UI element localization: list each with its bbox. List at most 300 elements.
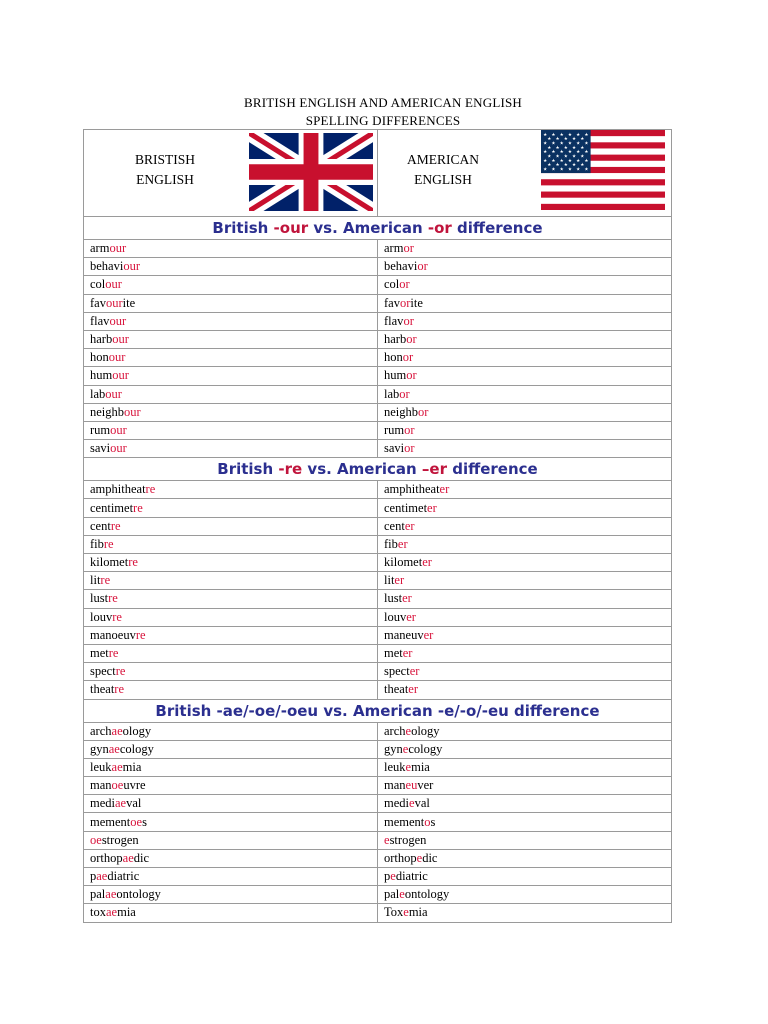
american-label-line-2: ENGLISH <box>414 172 472 187</box>
american-spelling-cell <box>378 403 672 421</box>
section-title-part: -or <box>427 219 452 237</box>
word-changed: er <box>422 555 432 570</box>
word-prefix: lab <box>384 386 400 401</box>
word-prefix: lust <box>90 591 109 606</box>
british-spelling-cell <box>84 330 378 348</box>
word-changed: re <box>133 500 143 515</box>
word-changed: our <box>105 386 122 401</box>
british-spelling-cell <box>84 590 378 608</box>
british-spelling-cell <box>84 294 378 312</box>
american-spelling-cell <box>378 795 672 813</box>
word-changed: re <box>145 482 156 497</box>
word-changed: re <box>110 518 121 533</box>
word-suffix: val <box>126 796 142 811</box>
word-suffix: cology <box>408 741 443 756</box>
word-prefix: spect <box>384 664 410 679</box>
svg-text:★: ★ <box>555 145 560 151</box>
word-changed: er <box>394 573 405 588</box>
word-prefix: orthop <box>90 850 123 865</box>
british-spelling-cell <box>84 644 378 662</box>
british-spelling-cell <box>84 740 378 758</box>
word-changed: er <box>404 518 415 533</box>
word-prefix: arch <box>90 723 112 738</box>
word-changed: e <box>405 723 412 738</box>
word-changed: e <box>399 887 405 902</box>
word-prefix: lab <box>90 386 106 401</box>
british-spelling-cell <box>84 276 378 294</box>
american-header-cell <box>378 130 672 217</box>
word-changed: er <box>423 627 434 642</box>
british-spelling-cell <box>84 421 378 439</box>
word-changed: er <box>406 609 416 624</box>
word-changed: our <box>123 259 140 274</box>
american-spelling-cell <box>378 626 672 644</box>
svg-text:★: ★ <box>584 167 589 173</box>
american-spelling-cell <box>378 644 672 662</box>
table-row <box>84 517 672 535</box>
table-row <box>84 535 672 553</box>
british-spelling-cell <box>84 813 378 831</box>
svg-text:★: ★ <box>559 167 564 173</box>
table-row <box>84 349 672 367</box>
word-changed: our <box>112 332 129 347</box>
word-changed: er <box>402 646 413 661</box>
word-prefix: maneuv <box>384 627 424 642</box>
svg-text:★: ★ <box>563 163 568 169</box>
british-spelling-cell <box>84 608 378 626</box>
svg-text:★: ★ <box>551 150 556 156</box>
section-header <box>84 699 672 722</box>
american-spelling-cell <box>378 294 672 312</box>
table-row <box>84 644 672 662</box>
table-row <box>84 626 672 644</box>
word-suffix: diatric <box>107 869 140 884</box>
word-prefix: man <box>90 778 112 793</box>
word-changed: ae <box>108 741 120 756</box>
word-prefix: rum <box>384 422 405 437</box>
word-prefix: harb <box>384 332 407 347</box>
american-spelling-cell <box>378 886 672 904</box>
american-spelling-cell <box>378 722 672 740</box>
table-row <box>84 849 672 867</box>
british-spelling-cell <box>84 777 378 795</box>
svg-text:★: ★ <box>572 137 577 143</box>
word-changed: ae <box>111 723 123 738</box>
word-changed: o <box>424 814 431 829</box>
american-spelling-cell <box>378 554 672 572</box>
word-suffix: uvre <box>123 778 146 793</box>
word-prefix: centimet <box>90 500 134 515</box>
word-changed: our <box>108 350 126 365</box>
word-prefix: arm <box>384 241 404 256</box>
british-spelling-cell <box>84 240 378 258</box>
svg-text:★: ★ <box>551 158 556 164</box>
word-changed: e <box>416 850 423 865</box>
american-spelling-cell <box>378 385 672 403</box>
table-row <box>84 499 672 517</box>
american-spelling-cell <box>378 849 672 867</box>
british-header-cell <box>84 130 378 217</box>
american-spelling-cell <box>378 349 672 367</box>
word-changed: re <box>115 664 126 679</box>
svg-text:★: ★ <box>547 154 552 160</box>
svg-text:★: ★ <box>580 154 585 160</box>
word-prefix: hum <box>384 368 407 383</box>
section-title-part: vs. American <box>302 460 422 479</box>
word-changed: or <box>418 404 429 419</box>
svg-text:★: ★ <box>567 167 572 173</box>
word-prefix: amphitheat <box>384 482 440 497</box>
word-prefix: Tox <box>384 905 404 920</box>
word-suffix: ite <box>410 295 423 310</box>
svg-text:★: ★ <box>576 141 581 147</box>
svg-text:★: ★ <box>543 132 548 138</box>
british-spelling-cell <box>84 517 378 535</box>
american-spelling-cell <box>378 517 672 535</box>
table-row <box>84 294 672 312</box>
american-spelling-cell <box>378 663 672 681</box>
word-changed: re <box>108 591 118 606</box>
word-prefix: centimet <box>384 500 428 515</box>
word-prefix: pal <box>90 887 106 902</box>
word-prefix: amphitheat <box>90 482 146 497</box>
word-prefix: fav <box>384 295 400 310</box>
word-prefix: fib <box>90 536 104 551</box>
word-suffix: diatric <box>395 869 428 884</box>
svg-text:★: ★ <box>559 141 564 147</box>
svg-text:★: ★ <box>576 158 581 164</box>
american-spelling-cell <box>378 330 672 348</box>
word-suffix: dic <box>133 850 150 865</box>
word-suffix: mia <box>117 905 136 920</box>
svg-text:★: ★ <box>576 132 581 138</box>
word-prefix: leuk <box>384 759 406 774</box>
word-prefix: neighb <box>90 404 125 419</box>
table-row <box>84 722 672 740</box>
word-changed: or <box>399 277 410 292</box>
word-changed: or <box>404 441 415 456</box>
svg-text:★: ★ <box>567 141 572 147</box>
word-prefix: spect <box>90 664 116 679</box>
svg-text:★: ★ <box>580 137 585 143</box>
svg-text:★: ★ <box>563 137 568 143</box>
table-row <box>84 904 672 922</box>
table-row <box>84 403 672 421</box>
word-changed: or <box>406 332 417 347</box>
table-row <box>84 385 672 403</box>
word-prefix: arm <box>90 241 110 256</box>
union-jack-flag-icon <box>249 133 373 211</box>
british-spelling-cell <box>84 795 378 813</box>
word-suffix: cology <box>119 741 154 756</box>
american-spelling-cell <box>378 499 672 517</box>
british-label-line-2: ENGLISH <box>136 172 194 187</box>
word-prefix: louv <box>90 609 113 624</box>
word-prefix: harb <box>90 332 113 347</box>
section-title <box>84 458 672 481</box>
svg-text:★: ★ <box>563 154 568 160</box>
american-spelling-cell <box>378 777 672 795</box>
page-title-line-2: SPELLING DIFFERENCES <box>305 113 461 128</box>
british-spelling-cell <box>84 385 378 403</box>
section-title <box>84 217 672 240</box>
word-changed: or <box>417 259 428 274</box>
word-suffix: val <box>414 796 430 811</box>
word-suffix: ology <box>411 723 440 738</box>
section-title-part: difference <box>451 219 543 237</box>
word-prefix: lit <box>384 573 395 588</box>
word-prefix: cent <box>90 518 111 533</box>
word-prefix: fib <box>384 536 398 551</box>
svg-text:★: ★ <box>563 145 568 151</box>
american-spelling-cell <box>378 740 672 758</box>
word-changed: or <box>404 422 415 437</box>
american-spelling-cell <box>378 831 672 849</box>
american-spelling-cell <box>378 572 672 590</box>
svg-text:★: ★ <box>567 158 572 164</box>
british-spelling-cell <box>84 904 378 922</box>
table-row <box>84 276 672 294</box>
section-title-part: British <box>217 460 279 479</box>
section-title-part: vs. American <box>308 219 428 237</box>
british-header-label <box>110 150 220 190</box>
british-spelling-cell <box>84 886 378 904</box>
american-spelling-cell <box>378 312 672 330</box>
word-changed: e <box>402 741 409 756</box>
british-spelling-cell <box>84 663 378 681</box>
header-row <box>84 130 672 217</box>
word-prefix: manoeuv <box>90 627 136 642</box>
word-changed: oe <box>111 778 124 793</box>
svg-text:★: ★ <box>567 132 572 138</box>
word-prefix: flav <box>90 313 110 328</box>
svg-text:★: ★ <box>547 145 552 151</box>
section-title-part: -our <box>273 219 309 237</box>
word-changed: ae <box>105 905 118 920</box>
svg-text:★: ★ <box>576 167 581 173</box>
american-spelling-cell <box>378 440 672 458</box>
table-row <box>84 868 672 886</box>
british-spelling-cell <box>84 481 378 499</box>
table-row <box>84 886 672 904</box>
british-spelling-cell <box>84 312 378 330</box>
svg-text:★: ★ <box>559 150 564 156</box>
word-prefix: louv <box>384 609 407 624</box>
british-spelling-cell <box>84 849 378 867</box>
american-spelling-cell <box>378 868 672 886</box>
word-suffix: dic <box>422 850 438 865</box>
word-changed: er <box>397 536 408 551</box>
word-prefix: flav <box>384 313 404 328</box>
word-changed: e <box>390 869 396 884</box>
word-changed: e <box>409 796 415 811</box>
word-suffix: ite <box>122 295 136 310</box>
section-title-part: British <box>212 219 274 237</box>
word-changed: or <box>402 350 414 365</box>
table-row <box>84 258 672 276</box>
word-changed: e <box>405 759 412 774</box>
us-flag-icon <box>541 130 665 210</box>
word-prefix: p <box>90 869 97 884</box>
section-header <box>84 217 672 240</box>
american-spelling-cell <box>378 421 672 439</box>
word-prefix: medi <box>384 796 409 811</box>
svg-text:★: ★ <box>572 145 577 151</box>
british-spelling-cell <box>84 535 378 553</box>
svg-text:★: ★ <box>555 154 560 160</box>
table-row <box>84 681 672 699</box>
word-changed: our <box>105 295 123 310</box>
american-spelling-cell <box>378 681 672 699</box>
table-row <box>84 663 672 681</box>
word-prefix: gyn <box>90 741 109 756</box>
british-spelling-cell <box>84 722 378 740</box>
word-prefix: p <box>384 869 391 884</box>
american-spelling-cell <box>378 590 672 608</box>
word-prefix: col <box>384 277 400 292</box>
word-changed: er <box>427 500 437 515</box>
svg-text:★: ★ <box>584 132 589 138</box>
table-row <box>84 440 672 458</box>
svg-text:★: ★ <box>555 163 560 169</box>
table-row <box>84 367 672 385</box>
word-changed: or <box>399 386 410 401</box>
word-prefix: mement <box>384 814 425 829</box>
word-changed: or <box>399 295 411 310</box>
word-changed: ae <box>115 796 127 811</box>
british-spelling-cell <box>84 554 378 572</box>
british-spelling-cell <box>84 681 378 699</box>
word-changed: our <box>109 241 127 256</box>
svg-text:★: ★ <box>572 154 577 160</box>
word-changed: our <box>112 368 129 383</box>
word-changed: our <box>109 313 127 328</box>
word-prefix: rum <box>90 422 111 437</box>
word-suffix: mia <box>408 905 428 920</box>
svg-text:★: ★ <box>559 158 564 164</box>
word-changed: or <box>403 313 414 328</box>
word-prefix: man <box>384 778 406 793</box>
word-changed: er <box>408 682 419 697</box>
word-suffix: mia <box>122 759 142 774</box>
word-changed: our <box>105 277 122 292</box>
word-suffix: ver <box>417 778 434 793</box>
word-prefix: arch <box>384 723 406 738</box>
word-prefix: hon <box>90 350 109 365</box>
word-changed: oe <box>130 814 143 829</box>
word-changed: ae <box>111 759 123 774</box>
word-suffix: s <box>430 814 436 829</box>
american-spelling-cell <box>378 240 672 258</box>
word-changed: er <box>402 591 412 606</box>
table-row <box>84 312 672 330</box>
word-changed: our <box>110 422 127 437</box>
svg-text:★: ★ <box>572 163 577 169</box>
svg-text:★: ★ <box>547 137 552 143</box>
british-spelling-cell <box>84 758 378 776</box>
svg-text:★: ★ <box>543 158 548 164</box>
word-suffix: ontology <box>404 887 450 902</box>
american-spelling-cell <box>378 608 672 626</box>
word-changed: re <box>108 646 119 661</box>
british-spelling-cell <box>84 258 378 276</box>
american-spelling-cell <box>378 481 672 499</box>
word-changed: oe <box>90 832 102 847</box>
svg-text:★: ★ <box>547 163 552 169</box>
word-prefix: neighb <box>384 404 419 419</box>
british-spelling-cell <box>84 499 378 517</box>
word-changed: e <box>384 832 390 847</box>
word-changed: ae <box>122 850 134 865</box>
word-changed: our <box>110 441 127 456</box>
word-prefix: kilomet <box>90 555 129 570</box>
word-prefix: fav <box>90 295 106 310</box>
word-prefix: kilomet <box>384 555 423 570</box>
table-row <box>84 608 672 626</box>
word-prefix: lust <box>384 591 403 606</box>
word-changed: re <box>114 682 125 697</box>
word-prefix: savi <box>90 441 111 456</box>
svg-text:★: ★ <box>567 150 572 156</box>
american-spelling-cell <box>378 904 672 922</box>
svg-text:★: ★ <box>580 163 585 169</box>
word-prefix: behavi <box>90 259 124 274</box>
word-suffix: strogen <box>389 832 427 847</box>
svg-text:★: ★ <box>576 150 581 156</box>
table-row <box>84 481 672 499</box>
british-spelling-cell <box>84 440 378 458</box>
american-spelling-cell <box>378 367 672 385</box>
british-spelling-cell <box>84 831 378 849</box>
word-changed: or <box>403 241 414 256</box>
section-title <box>84 699 672 722</box>
table-row <box>84 554 672 572</box>
word-changed: re <box>128 555 138 570</box>
word-changed: er <box>439 482 450 497</box>
word-prefix: behavi <box>384 259 418 274</box>
section-title-part: –er <box>421 460 447 479</box>
svg-text:★: ★ <box>543 167 548 173</box>
section-title-part: difference <box>446 460 538 479</box>
british-spelling-cell <box>84 626 378 644</box>
word-prefix: cent <box>384 518 405 533</box>
word-prefix: theat <box>384 682 409 697</box>
word-changed: ae <box>105 887 117 902</box>
american-label-line-1: AMERICAN <box>406 152 479 167</box>
word-suffix: ontology <box>116 887 161 902</box>
word-prefix: medi <box>90 796 115 811</box>
table-row <box>84 572 672 590</box>
svg-text:★: ★ <box>551 132 556 138</box>
table-row <box>84 831 672 849</box>
section-header <box>84 458 672 481</box>
word-changed: ae <box>96 869 108 884</box>
word-prefix: col <box>90 277 106 292</box>
table-row <box>84 777 672 795</box>
svg-text:★: ★ <box>551 141 556 147</box>
table-row <box>84 240 672 258</box>
table-row <box>84 421 672 439</box>
spelling-table <box>83 129 672 923</box>
word-changed: e <box>403 905 409 920</box>
section-title-part: difference <box>508 701 600 720</box>
word-changed: re <box>103 536 114 551</box>
american-spelling-cell <box>378 276 672 294</box>
table-row <box>84 590 672 608</box>
word-prefix: lit <box>90 573 101 588</box>
page-title-line-1: BRITISH ENGLISH AND AMERICAN ENGLISH <box>243 95 523 110</box>
word-prefix: hon <box>384 350 403 365</box>
